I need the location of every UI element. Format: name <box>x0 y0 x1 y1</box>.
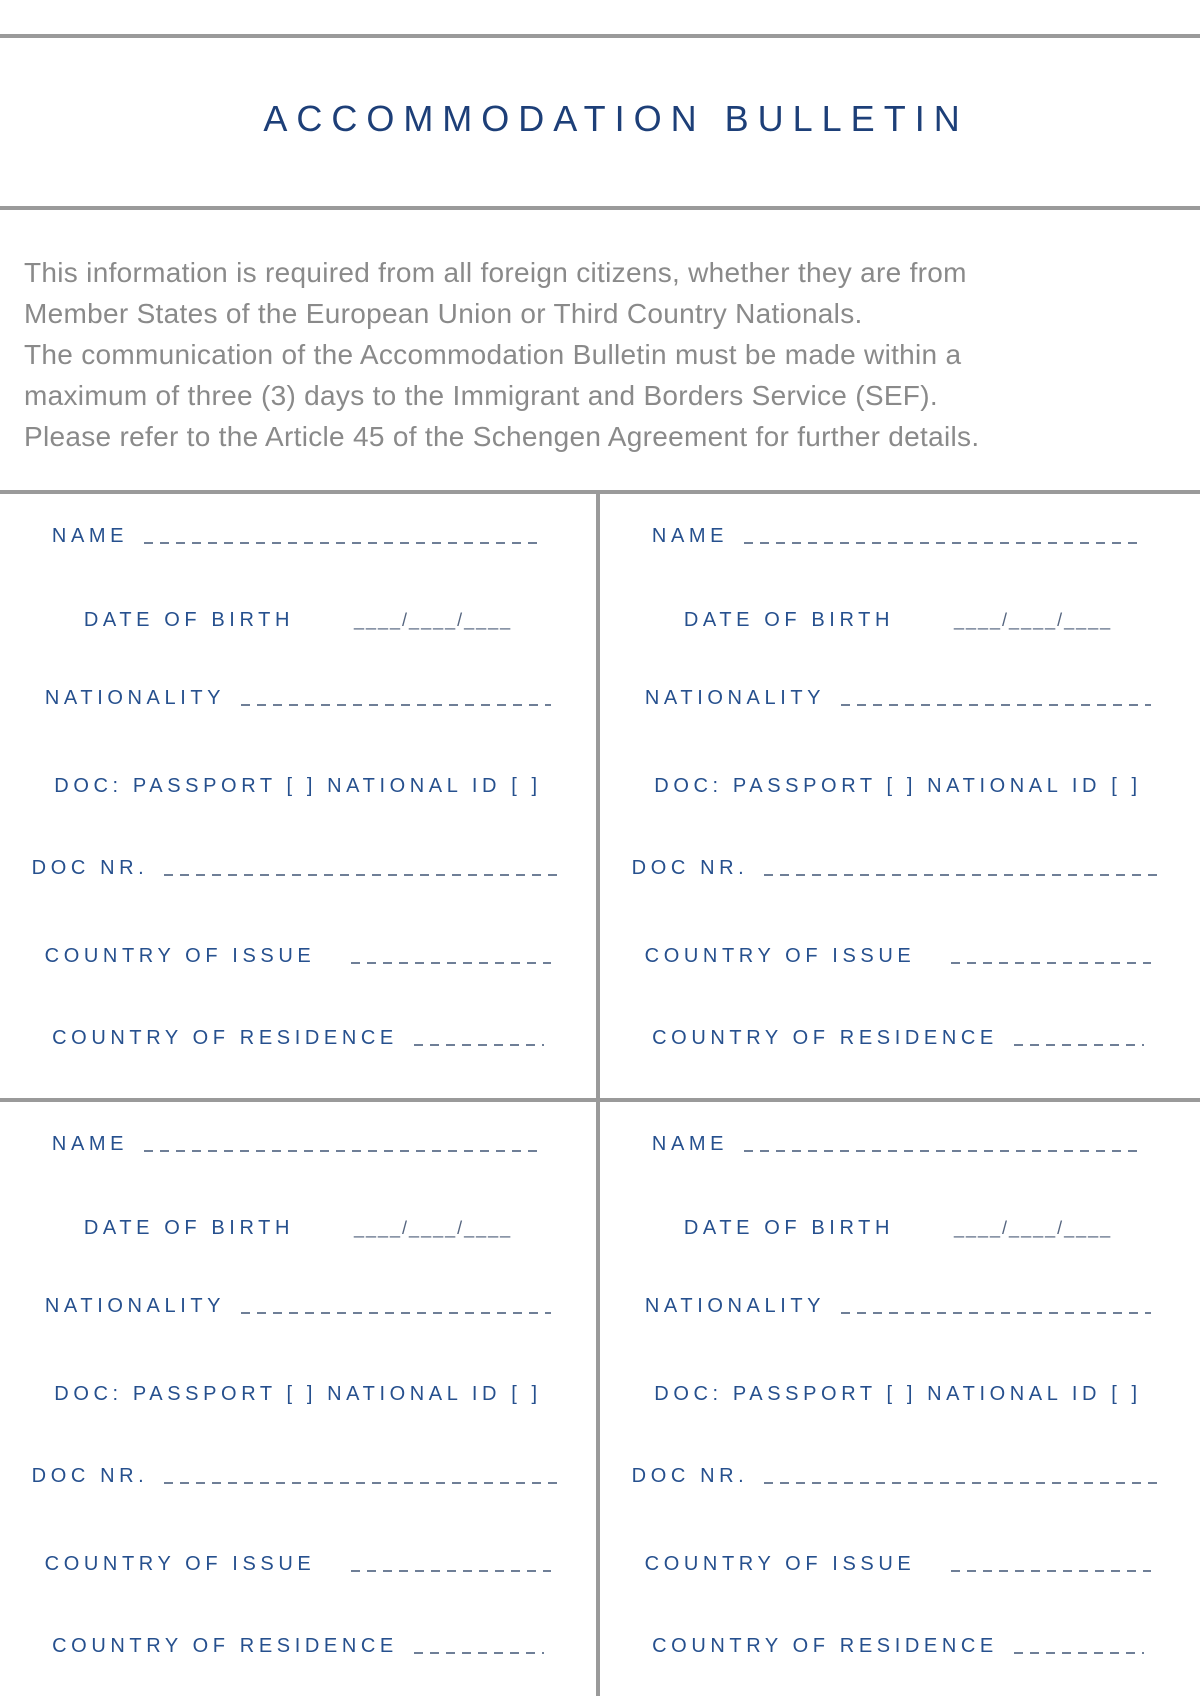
country-issue-field-line[interactable] <box>951 1570 1151 1572</box>
nationality-row[interactable] <box>0 1286 596 1326</box>
dob-field[interactable]: ____/____/____ <box>954 609 1113 630</box>
name-label: NAME <box>51 524 129 547</box>
intro-line: The communication of the Accommodation Bulletin must be made within a <box>24 339 962 370</box>
doc-nr-field-line[interactable] <box>164 1482 564 1484</box>
doc-nr-field-line[interactable] <box>764 874 1164 876</box>
dob-label: DATE OF BIRTH <box>83 608 295 631</box>
intro-line: maximum of three (3) days to the Immigrant and Borders Service (SEF). <box>24 380 938 411</box>
doc-nr-row[interactable] <box>0 1456 596 1496</box>
dob-field[interactable]: ____/____/____ <box>354 609 513 630</box>
nationality-label: NATIONALITY <box>644 686 826 709</box>
country-issue-row[interactable] <box>600 936 1196 976</box>
doc-nr-row[interactable] <box>600 1456 1196 1496</box>
doc-nr-label: DOC NR. <box>631 856 749 879</box>
guest-block-1 <box>0 494 596 1098</box>
nationality-row[interactable] <box>600 1286 1196 1326</box>
nationality-row[interactable] <box>0 678 596 718</box>
dob-row[interactable] <box>0 600 596 640</box>
nationality-field-line[interactable] <box>841 704 1151 706</box>
country-issue-label: COUNTRY OF ISSUE <box>44 1552 316 1575</box>
top-divider <box>0 34 1200 38</box>
title-divider <box>0 206 1200 210</box>
country-issue-row[interactable] <box>0 1544 596 1584</box>
name-label: NAME <box>651 1132 729 1155</box>
dob-field[interactable]: ____/____/____ <box>954 1217 1113 1238</box>
page-title: ACCOMMODATION BULLETIN <box>263 98 969 139</box>
country-issue-label: COUNTRY OF ISSUE <box>644 944 916 967</box>
dob-row[interactable] <box>0 1208 596 1248</box>
dob-label: DATE OF BIRTH <box>683 608 895 631</box>
name-row[interactable] <box>0 516 596 556</box>
doc-type-row[interactable] <box>600 1374 1196 1414</box>
dob-row[interactable] <box>600 600 1196 640</box>
doc-nr-row[interactable] <box>600 848 1196 888</box>
doc-nr-field-line[interactable] <box>764 1482 1164 1484</box>
nationality-label: NATIONALITY <box>44 686 226 709</box>
doc-type-checkboxes[interactable]: DOC: PASSPORT [ ] NATIONAL ID [ ] <box>654 1382 1142 1405</box>
name-row[interactable] <box>0 1124 596 1164</box>
dob-label: DATE OF BIRTH <box>83 1216 295 1239</box>
country-residence-row[interactable] <box>600 1018 1196 1058</box>
country-issue-row[interactable] <box>0 936 596 976</box>
name-field-line[interactable] <box>144 1150 544 1152</box>
nationality-label: NATIONALITY <box>644 1294 826 1317</box>
nationality-field-line[interactable] <box>241 704 551 706</box>
doc-nr-row[interactable] <box>0 848 596 888</box>
name-row[interactable] <box>600 516 1196 556</box>
name-label: NAME <box>51 1132 129 1155</box>
country-residence-label: COUNTRY OF RESIDENCE <box>52 1634 398 1657</box>
doc-nr-field-line[interactable] <box>164 874 564 876</box>
country-issue-field-line[interactable] <box>951 962 1151 964</box>
guest-block-3 <box>0 1102 596 1706</box>
intro-text <box>24 252 1194 457</box>
doc-type-row[interactable] <box>0 1374 596 1414</box>
nationality-field-line[interactable] <box>241 1312 551 1314</box>
guest-block-2 <box>600 494 1196 1098</box>
intro-line: Member States of the European Union or Third Country Nationals. <box>24 298 863 329</box>
dob-label: DATE OF BIRTH <box>683 1216 895 1239</box>
name-field-line[interactable] <box>144 542 544 544</box>
guest-block-4 <box>600 1102 1196 1706</box>
doc-type-checkboxes[interactable]: DOC: PASSPORT [ ] NATIONAL ID [ ] <box>54 1382 542 1405</box>
name-row[interactable] <box>600 1124 1196 1164</box>
nationality-field-line[interactable] <box>841 1312 1151 1314</box>
nationality-row[interactable] <box>600 678 1196 718</box>
doc-type-checkboxes[interactable]: DOC: PASSPORT [ ] NATIONAL ID [ ] <box>54 774 542 797</box>
country-residence-field-line[interactable] <box>414 1652 544 1654</box>
country-residence-row[interactable] <box>0 1018 596 1058</box>
intro-line: This information is required from all foreign citizens, whether they are from <box>24 257 967 288</box>
name-field-line[interactable] <box>744 542 1144 544</box>
doc-type-checkboxes[interactable]: DOC: PASSPORT [ ] NATIONAL ID [ ] <box>654 774 1142 797</box>
country-residence-row[interactable] <box>0 1626 596 1666</box>
doc-nr-label: DOC NR. <box>31 856 149 879</box>
dob-row[interactable] <box>600 1208 1196 1248</box>
intro-line: Please refer to the Article 45 of the Schengen Agreement for further details. <box>24 421 980 452</box>
doc-type-row[interactable] <box>600 766 1196 806</box>
country-residence-label: COUNTRY OF RESIDENCE <box>652 1026 998 1049</box>
dob-field[interactable]: ____/____/____ <box>354 1217 513 1238</box>
doc-nr-label: DOC NR. <box>631 1464 749 1487</box>
country-residence-field-line[interactable] <box>1014 1044 1144 1046</box>
country-residence-row[interactable] <box>600 1626 1196 1666</box>
country-issue-field-line[interactable] <box>351 1570 551 1572</box>
name-field-line[interactable] <box>744 1150 1144 1152</box>
nationality-label: NATIONALITY <box>44 1294 226 1317</box>
doc-type-row[interactable] <box>0 766 596 806</box>
name-label: NAME <box>651 524 729 547</box>
country-residence-field-line[interactable] <box>1014 1652 1144 1654</box>
country-residence-label: COUNTRY OF RESIDENCE <box>52 1026 398 1049</box>
country-residence-label: COUNTRY OF RESIDENCE <box>652 1634 998 1657</box>
doc-nr-label: DOC NR. <box>31 1464 149 1487</box>
country-issue-field-line[interactable] <box>351 962 551 964</box>
country-issue-label: COUNTRY OF ISSUE <box>44 944 316 967</box>
country-residence-field-line[interactable] <box>414 1044 544 1046</box>
country-issue-row[interactable] <box>600 1544 1196 1584</box>
country-issue-label: COUNTRY OF ISSUE <box>644 1552 916 1575</box>
